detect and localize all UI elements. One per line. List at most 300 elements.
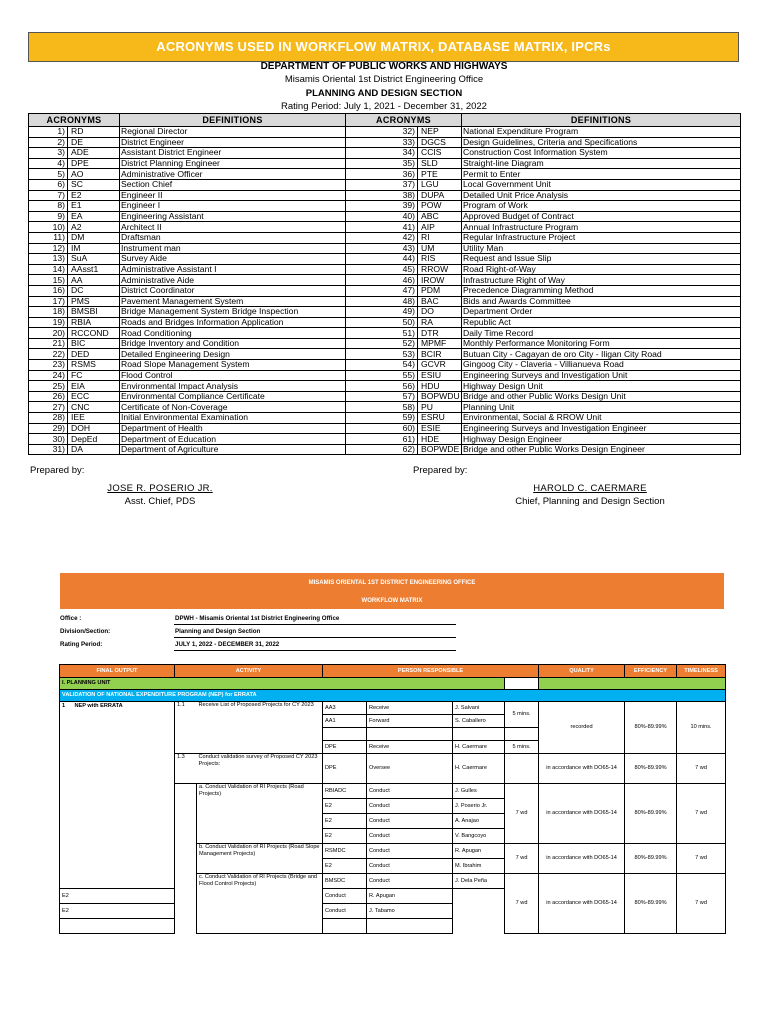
acronym-code: DA: [68, 444, 120, 455]
acronym-code: E2: [68, 190, 120, 201]
acronym-number: 46): [346, 275, 418, 286]
acronym-code: DGCS: [418, 137, 462, 148]
acronym-row: [29, 201, 741, 212]
acronym-number: 40): [346, 211, 418, 222]
acronym-definition: Bridge Inventory and Condition: [120, 338, 346, 349]
s1-action-3: Receive: [367, 741, 453, 754]
col-timeliness: TIMELINESS: [677, 665, 726, 678]
sub-a-quality: in accordance with DO65-14: [539, 784, 625, 844]
acronym-number: 33): [346, 137, 418, 148]
sc-person-1: R. Apugan: [367, 889, 453, 904]
sub-a-efficiency: 80%-89.99%: [625, 784, 677, 844]
acronym-row: [29, 211, 741, 222]
acronym-number: 57): [346, 391, 418, 402]
acronym-definition: Road Conditioning: [120, 328, 346, 339]
acronym-definition: Assistant District Engineer: [120, 148, 346, 159]
sub-c-efficiency: 80%-89.99%: [625, 874, 677, 934]
office-underline: [174, 624, 456, 625]
acronym-definition: Flood Control: [120, 370, 346, 381]
acronym-code: RD: [68, 127, 120, 138]
sa-person-1: J. Poserio Jr.: [453, 799, 505, 814]
step-1-1-time-a: 5 mins.: [505, 702, 539, 728]
acronym-definition: Engineering Surveys and Investigation Engineer: [462, 423, 741, 434]
acronym-number: 29): [29, 423, 68, 434]
acronym-number: 60): [346, 423, 418, 434]
sa-code-0: RBIADC: [323, 784, 367, 799]
step-1-1-timeliness: 10 mins.: [677, 702, 726, 754]
acronym-code: ESIU: [418, 370, 462, 381]
acronym-row: [29, 413, 741, 424]
period-value: JULY 1, 2022 - DECEMBER 31, 2022: [175, 641, 280, 648]
step-1-1-row-1: [60, 702, 726, 715]
sa-code-1: E2: [323, 799, 367, 814]
acronym-code: SLD: [418, 158, 462, 169]
acronym-row: [29, 296, 741, 307]
workflow-table: [59, 664, 726, 934]
acronym-number: 2): [29, 137, 68, 148]
sub-b-quality: in accordance with DO65-14: [539, 844, 625, 874]
s1-code-2: [323, 728, 367, 741]
sc-code-0: BMSDC: [323, 874, 367, 889]
acronym-definition: District Engineer: [120, 137, 346, 148]
acronym-number: 11): [29, 232, 68, 243]
sub-a-timeliness: 7 wd: [677, 784, 726, 844]
acronym-code: BIC: [68, 338, 120, 349]
acronym-row: [29, 317, 741, 328]
sb-action-0: Conduct: [367, 844, 453, 859]
acronym-number: 24): [29, 370, 68, 381]
office-label: Office :: [60, 615, 82, 622]
sc-code-2: E2: [60, 904, 175, 919]
output-name: NEP with ERRATA: [74, 703, 123, 709]
s3-action: Oversee: [367, 754, 453, 784]
acronym-definition: Road Slope Management System: [120, 360, 346, 371]
acronym-row: [29, 232, 741, 243]
sa-person-2: A. Anajao: [453, 814, 505, 829]
acronym-code: HDU: [418, 381, 462, 392]
planning-unit-label: I. PLANNING UNIT: [60, 678, 505, 690]
sc-action-1: Conduct: [323, 889, 367, 904]
acronym-number: 62): [346, 444, 418, 455]
acronym-code: AO: [68, 169, 120, 180]
s1-person-0: J. Salvani: [453, 702, 505, 715]
period-label: Rating Period:: [60, 641, 103, 648]
col-definitions-right: DEFINITIONS: [462, 114, 741, 127]
period-underline: [174, 650, 456, 651]
sb-person-1: M. Ibrahim: [453, 859, 505, 874]
acronym-definition: Survey Aide: [120, 254, 346, 265]
acronym-number: 38): [346, 190, 418, 201]
acronym-definition: Environmental Compliance Certificate: [120, 391, 346, 402]
acronym-code: DM: [68, 232, 120, 243]
workflow-header-row: [60, 665, 726, 678]
step-1-3-efficiency: 80%-89.99%: [625, 754, 677, 784]
s1-time-blank: [505, 728, 539, 741]
col-acronyms-right: ACRONYMS: [346, 114, 462, 127]
sa-code-3: E2: [323, 829, 367, 844]
acronym-definition: Bridge and other Public Works Design Unit: [462, 391, 741, 402]
acronym-code: UM: [418, 243, 462, 254]
step-1-3-number: 1.3: [175, 754, 197, 784]
acronym-number: 44): [346, 254, 418, 265]
sub-c-text: c. Conduct Validation of RI Projects (Bridge and Flood Control Projects): [197, 874, 323, 934]
acronym-number: 43): [346, 243, 418, 254]
step-1-3-text: Conduct validation survey of Proposed CY 2023 Projects:: [197, 754, 323, 784]
sub-c-timeliness: 7 wd: [677, 874, 726, 934]
acronym-row: [29, 169, 741, 180]
acronym-number: 35): [346, 158, 418, 169]
acronym-number: 36): [346, 169, 418, 180]
acronym-code: DTR: [418, 328, 462, 339]
output-number: 1: [62, 703, 66, 709]
acronym-code: EIA: [68, 381, 120, 392]
planning-unit-blank: [505, 678, 539, 690]
acronym-row: [29, 328, 741, 339]
acronym-code: RBIA: [68, 317, 120, 328]
sa-code-2: E2: [323, 814, 367, 829]
acronym-code: RA: [418, 317, 462, 328]
acronym-code: E1: [68, 201, 120, 212]
acronym-code: CCIS: [418, 148, 462, 159]
acronym-code: ABC: [418, 211, 462, 222]
acronym-row: [29, 307, 741, 318]
sub-b-efficiency: 80%-89.99%: [625, 844, 677, 874]
acronym-definition: Permit to Enter: [462, 169, 741, 180]
acronym-number: 5): [29, 169, 68, 180]
acronym-definition: Engineering Assistant: [120, 211, 346, 222]
acronym-row: [29, 338, 741, 349]
acronym-row: [29, 254, 741, 265]
acronym-code: PMS: [68, 296, 120, 307]
acronym-row: [29, 264, 741, 275]
acronym-code: HDE: [418, 434, 462, 445]
acronym-code: DOH: [68, 423, 120, 434]
acronym-code: ESRU: [418, 413, 462, 424]
acronym-number: 58): [346, 402, 418, 413]
acronym-code: RIS: [418, 254, 462, 265]
acronym-number: 52): [346, 338, 418, 349]
office-value: DPWH - Misamis Oriental 1st District Engineering Office: [175, 615, 340, 622]
sa-action-1: Conduct: [367, 799, 453, 814]
acronym-row: [29, 423, 741, 434]
acronym-number: 42): [346, 232, 418, 243]
division-label: Division/Section:: [60, 628, 111, 635]
acronym-definition: Environmental Impact Analysis: [120, 381, 346, 392]
acronym-definition: Administrative Aide: [120, 275, 346, 286]
acronym-definition: Draftsman: [120, 232, 346, 243]
signatory-left-name: JOSE R. POSERIO JR.: [107, 483, 213, 494]
acronym-code: DO: [418, 307, 462, 318]
acronym-definition: Construction Cost Information System: [462, 148, 741, 159]
acronym-number: 10): [29, 222, 68, 233]
acronym-number: 7): [29, 190, 68, 201]
s1-action-1: Forward: [367, 715, 453, 728]
acronym-number: 14): [29, 264, 68, 275]
sc-action-2: Conduct: [323, 904, 367, 919]
acronym-number: 49): [346, 307, 418, 318]
acronym-number: 13): [29, 254, 68, 265]
sa-action-2: Conduct: [367, 814, 453, 829]
acronym-code: ADE: [68, 148, 120, 159]
acronym-code: SuA: [68, 254, 120, 265]
step-1-1-time-b: 5 mins.: [505, 741, 539, 754]
acronym-definition: Bridge Management System Bridge Inspection: [120, 307, 346, 318]
col-person-responsible: PERSON RESPONSIBLE: [323, 665, 539, 678]
sub-c-quality: in accordance with DO65-14: [539, 874, 625, 934]
acronym-number: 30): [29, 434, 68, 445]
acronym-number: 19): [29, 317, 68, 328]
acronym-row: [29, 243, 741, 254]
acronym-number: 34): [346, 148, 418, 159]
acronym-definition: Planning Unit: [462, 402, 741, 413]
s3-time-blank: [505, 754, 539, 784]
acronym-row: [29, 190, 741, 201]
acronym-number: 61): [346, 434, 418, 445]
sb-person-0: R. Apugan: [453, 844, 505, 859]
col-activity: ACTIVITY: [175, 665, 323, 678]
acronym-number: 37): [346, 179, 418, 190]
s1-code-3: DPE: [323, 741, 367, 754]
office-name: Misamis Oriental 1st District Engineering Office: [284, 74, 484, 85]
acronym-code: SC: [68, 179, 120, 190]
acronym-definition: Request and Issue Slip: [462, 254, 741, 265]
acronym-code: DepEd: [68, 434, 120, 445]
acronym-definition: District Planning Engineer: [120, 158, 346, 169]
acronym-number: 15): [29, 275, 68, 286]
sc-person-2: J. Tabamo: [367, 904, 453, 919]
step-1-3-quality: in accordance with DO65-14: [539, 754, 625, 784]
sc-person-0: J. Dela Peña: [453, 874, 505, 889]
sc-code-1: E2: [60, 889, 175, 904]
acronym-row: [29, 222, 741, 233]
acronym-code: GCVR: [418, 360, 462, 371]
signatory-left-title: Asst. Chief, PDS: [124, 496, 196, 507]
acronym-definition: Annual Infrastructure Program: [462, 222, 741, 233]
acronym-definition: Engineer I: [120, 201, 346, 212]
acronym-code: BOPWDU: [418, 391, 462, 402]
signatory-right: [490, 483, 690, 507]
acronym-definition: Approved Budget of Contract: [462, 211, 741, 222]
sa-person-3: V. Bangcoyo: [453, 829, 505, 844]
acronym-code: BCIR: [418, 349, 462, 360]
acronym-definition: Gingoog City - Claveria - Villianueva Road: [462, 360, 741, 371]
acronym-row: [29, 370, 741, 381]
acronym-number: 12): [29, 243, 68, 254]
acronym-code: BAC: [418, 296, 462, 307]
acronym-number: 6): [29, 179, 68, 190]
acronym-number: 22): [29, 349, 68, 360]
division-underline: [174, 637, 456, 638]
sub-a-text: a. Conduct Validation of RI Projects (Road Projects): [197, 784, 323, 844]
acronym-number: 18): [29, 307, 68, 318]
acronym-number: 45): [346, 264, 418, 275]
col-final-output: FINAL OUTPUT: [60, 665, 175, 678]
acronym-number: 50): [346, 317, 418, 328]
acronym-definition: Regular Infrastructure Project: [462, 232, 741, 243]
acronym-number: 54): [346, 360, 418, 371]
s1-code-1: AA1: [323, 715, 367, 728]
sa-action-3: Conduct: [367, 829, 453, 844]
acronym-code: DE: [68, 137, 120, 148]
acronym-definition: Detailed Engineering Design: [120, 349, 346, 360]
acronym-definition: Section Chief: [120, 179, 346, 190]
acronym-number: 23): [29, 360, 68, 371]
acronym-definition: Detailed Unit Price Analysis: [462, 190, 741, 201]
workflow-matrix-title: WORKFLOW MATRIX: [361, 598, 423, 604]
acronym-number: 20): [29, 328, 68, 339]
department-title: DEPARTMENT OF PUBLIC WORKS AND HIGHWAYS: [260, 61, 508, 72]
planning-unit-row: [60, 678, 726, 690]
acronym-code: PU: [418, 402, 462, 413]
acronym-definition: Department of Education: [120, 434, 346, 445]
prepared-by-left-label: Prepared by:: [30, 465, 85, 476]
acronym-definition: Administrative Assistant I: [120, 264, 346, 275]
acronym-number: 48): [346, 296, 418, 307]
sub-a-time: 7 wd: [505, 784, 539, 844]
acronym-definition: Design Guidelines, Criteria and Specifications: [462, 137, 741, 148]
col-efficiency: EFFICIENCY: [625, 665, 677, 678]
col-definitions-left: DEFINITIONS: [120, 114, 346, 127]
acronym-number: 9): [29, 211, 68, 222]
acronym-definition: National Expenditure Program: [462, 127, 741, 138]
acronym-definition: Pavement Management System: [120, 296, 346, 307]
s1-person-1: S. Caballero: [453, 715, 505, 728]
signatory-right-title: Chief, Planning and Design Section: [515, 496, 665, 507]
acronym-code: DED: [68, 349, 120, 360]
acronym-number: 32): [346, 127, 418, 138]
acronym-number: 16): [29, 285, 68, 296]
acronym-definition: Roads and Bridges Information Application: [120, 317, 346, 328]
acronym-definition: Straight-line Diagram: [462, 158, 741, 169]
acronyms-table: [28, 113, 741, 455]
acronym-definition: Program of Work: [462, 201, 741, 212]
acronym-number: 41): [346, 222, 418, 233]
division-value: Planning and Design Section: [175, 628, 261, 635]
acronym-code: BMSBI: [68, 307, 120, 318]
acronym-definition: Precedence Diagramming Method: [462, 285, 741, 296]
acronym-number: 53): [346, 349, 418, 360]
acronyms-banner: ACRONYMS USED IN WORKFLOW MATRIX, DATABASE MATRIX, IPCRs: [28, 32, 739, 62]
sub-c-gap: [175, 874, 197, 934]
acronym-definition: Architect II: [120, 222, 346, 233]
sub-b-time: 7 wd: [505, 844, 539, 874]
acronym-code: PDM: [418, 285, 462, 296]
acronym-definition: Utility Man: [462, 243, 741, 254]
acronym-number: 51): [346, 328, 418, 339]
s3-person: H. Caermare: [453, 754, 505, 784]
acronym-row: [29, 434, 741, 445]
s1-person-3: H. Caermare: [453, 741, 505, 754]
acronym-definition: District Coordinator: [120, 285, 346, 296]
acronym-code: AAsst1: [68, 264, 120, 275]
acronym-code: A2: [68, 222, 120, 233]
sb-code-0: RSMDC: [323, 844, 367, 859]
acronym-code: MPMF: [418, 338, 462, 349]
acronym-row: [29, 391, 741, 402]
acronym-definition: Environmental, Social & RROW Unit: [462, 413, 741, 424]
acronym-number: 25): [29, 381, 68, 392]
acronym-row: [29, 360, 741, 371]
s1-action-0: Receive: [367, 702, 453, 715]
acronym-definition: Infrastructure Right of Way: [462, 275, 741, 286]
step-1-1-quality: recorded: [539, 702, 625, 754]
sb-action-1: Conduct: [367, 859, 453, 874]
acronym-row: [29, 179, 741, 190]
rating-period: Rating Period: July 1, 2021 - December 31, 2022: [281, 101, 487, 112]
acronym-number: 21): [29, 338, 68, 349]
acronym-code: IEE: [68, 413, 120, 424]
sa-action-0: Conduct: [367, 784, 453, 799]
acronym-row: [29, 444, 741, 455]
acronym-definition: Bridge and other Public Works Design Engineer: [462, 444, 741, 455]
acronym-code: NEP: [418, 127, 462, 138]
sa-person-0: J. Gulles: [453, 784, 505, 799]
acronym-code: AA: [68, 275, 120, 286]
acronym-code: RCCOND: [68, 328, 120, 339]
acronym-code: DPE: [68, 158, 120, 169]
acronym-code: LGU: [418, 179, 462, 190]
acronym-code: BOPWDE: [418, 444, 462, 455]
acronym-definition: Engineer II: [120, 190, 346, 201]
s1-code-0: AA3: [323, 702, 367, 715]
acronym-definition: Regional Director: [120, 127, 346, 138]
acronym-definition: Department of Agriculture: [120, 444, 346, 455]
step-1-1-number: 1.1: [175, 702, 197, 754]
acronym-code: DUPA: [418, 190, 462, 201]
acronym-number: 26): [29, 391, 68, 402]
acronym-code: FC: [68, 370, 120, 381]
acronym-definition: Monthly Performance Monitoring Form: [462, 338, 741, 349]
workflow-header: [60, 573, 724, 609]
prepared-by-right-label: Prepared by:: [413, 465, 468, 476]
acronym-definition: Bids and Awards Committee: [462, 296, 741, 307]
acronym-definition: Daily Time Record: [462, 328, 741, 339]
acronym-code: AIP: [418, 222, 462, 233]
acronym-row: [29, 402, 741, 413]
sub-b-gap: [175, 844, 197, 874]
validation-row: [60, 690, 726, 702]
final-output-cell: [60, 702, 175, 889]
acronym-code: RROW: [418, 264, 462, 275]
step-1-3-timeliness: 7 wd: [677, 754, 726, 784]
acronym-definition: Highway Design Engineer: [462, 434, 741, 445]
acronym-number: 56): [346, 381, 418, 392]
acronym-definition: Department Order: [462, 307, 741, 318]
acronym-number: 27): [29, 402, 68, 413]
acronym-number: 28): [29, 413, 68, 424]
acronym-definition: Road Right-of-Way: [462, 264, 741, 275]
acronym-code: POW: [418, 201, 462, 212]
acronym-code: CNC: [68, 402, 120, 413]
acronym-number: 47): [346, 285, 418, 296]
signatory-right-name: HAROLD C. CAERMARE: [533, 483, 647, 494]
step-1-1-text: Receive List of Proposed Projects for CY 2023: [197, 702, 323, 754]
sc-action-0: Conduct: [367, 874, 453, 889]
acronym-definition: Engineering Surveys and Investigation Unit: [462, 370, 741, 381]
acronyms-header-row: [29, 114, 741, 127]
acronym-number: 8): [29, 201, 68, 212]
acronym-definition: Initial Environmental Examination: [120, 413, 346, 424]
sb-code-1: E2: [323, 859, 367, 874]
sc-action-3: [323, 919, 367, 934]
acronym-code: ECC: [68, 391, 120, 402]
acronym-row: [29, 275, 741, 286]
s3-code: DPE: [323, 754, 367, 784]
signatory-left: [60, 483, 260, 507]
sc-person-3: [367, 919, 453, 934]
acronym-definition: Local Government Unit: [462, 179, 741, 190]
acronym-definition: Certificate of Non-Coverage: [120, 402, 346, 413]
